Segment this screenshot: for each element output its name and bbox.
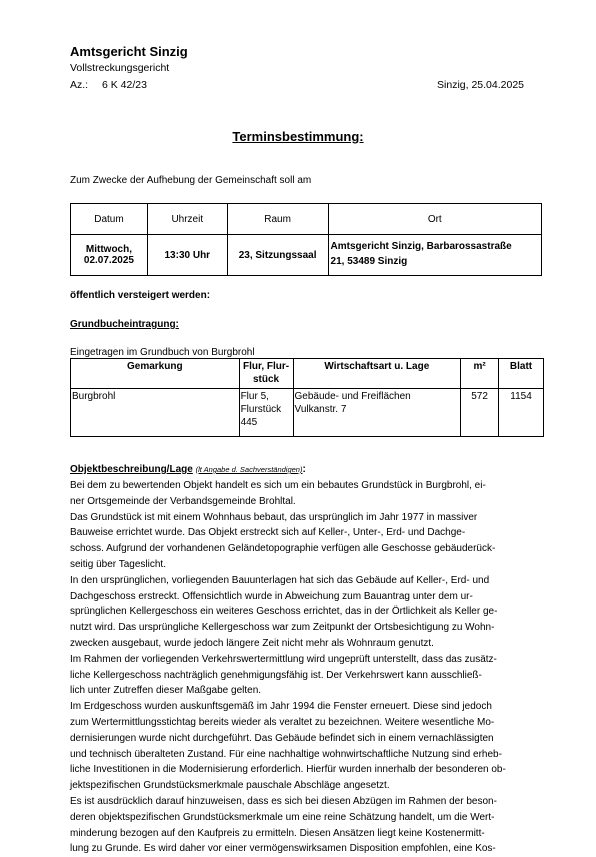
text-line: sprünglichen Kellergeschoss ein weiteres Geschoss errichtet, das in der Örtlichkeit als Keller ge- [70, 606, 498, 618]
text-line: In den ursprünglichen, vorliegenden Bauunterlagen hat sich das Gebäude auf Keller-, Erd- und [70, 574, 490, 586]
text-line: jektspezifischen Grundstücksmerkmale pauschale Abschläge angesetzt. [70, 780, 390, 792]
cell-flur [239, 389, 293, 437]
header-raum: Raum [227, 204, 328, 235]
object-description-colon: : [302, 464, 306, 475]
cell-datum [71, 235, 148, 276]
header-uhrzeit: Uhrzeit [147, 204, 227, 235]
text-line: deren objektspezifischen Grundstücksmerkmale um eine reine Schätzung handelt, um die Wert- [70, 811, 495, 823]
appointment-header-row [71, 204, 542, 235]
auction-statement: öffentlich versteigert werden: [70, 290, 211, 301]
object-description-note: (lt Angabe d. Sachverständigen) [195, 465, 303, 474]
cell-uhrzeit: 13:30 Uhr [147, 235, 227, 276]
text-line: und technisch überalteten Zustand. Für eine nachhaltige wohnwirtschaftliche Nutzung sind erheb- [70, 748, 502, 760]
court-department: Vollstreckungsgericht [70, 62, 170, 74]
place-date: Sinzig, 25.04.2025 [437, 79, 524, 91]
cell-gemarkung: Burgbrohl [71, 389, 240, 437]
object-description-text [70, 478, 544, 857]
land-register-heading: Grundbucheintragung: [70, 319, 179, 330]
text-line: zum Wertermittlungsstichtag bereits wieder als veraltet zu bezeichnen. Weitere wesentliche Mo- [70, 716, 495, 728]
text-line: schoss. Aufgrund der vorhandenen Geländetopographie verfügen alle Geschosse gebäuderück- [70, 543, 496, 555]
ort-line-2: 21, 53489 Sinzig [330, 256, 408, 267]
cell-ort [328, 235, 541, 276]
land-register-header-row [71, 359, 544, 389]
flur-line-2: Flurstück [240, 404, 282, 415]
page-title: Terminsbestimmung: [232, 129, 364, 144]
text-line: Es ist ausdrücklich darauf hinzuweisen, dass es sich bei diesen Abzügen im Rahmen der beson- [70, 795, 497, 807]
text-line: liche Kellergeschoss nachträglich genehmigungsfähig ist. Der Verkehrswert kann ausschließ- [70, 669, 482, 681]
file-number: 6 K 42/23 [102, 79, 147, 91]
text-line: liche Investitionen in die Modernisierung erforderlich. Hierfür wurden innerhalb der besonderen ob- [70, 764, 506, 776]
text-line: seitig über Tageslicht. [70, 558, 166, 570]
text-line: Das Grundstück ist mit einem Wohnhaus bebaut, das ursprünglich im Jahr 1977 in massiver [70, 511, 478, 523]
text-line: Dachgeschoss erstreckt. Offensichtlich wurde in Abweichung zum Bauantrag unter dem ur- [70, 590, 473, 602]
header-blatt: Blatt [499, 359, 544, 389]
datum-weekday: Mittwoch, [85, 244, 132, 255]
file-number-label: Az.: [70, 79, 89, 91]
text-line: nutzt wird. Das ursprüngliche Kellergeschoss war zum Zeitpunkt der Ortsbesichtigung zu Wohn- [70, 622, 495, 634]
cell-blatt: 1154 [499, 389, 544, 437]
header-ort: Ort [328, 204, 541, 235]
ort-line-1: Amtsgericht Sinzig, Barbarossastraße [330, 241, 512, 252]
intro-text: Zum Zwecke der Aufhebung der Gemeinschaft soll am [70, 175, 312, 186]
object-description-title: Objektbeschreibung/Lage [70, 464, 193, 475]
text-line: ner Ortsgemeinde der Verbandsgemeinde Brohltal. [70, 495, 296, 507]
wirtschaftsart-line-1: Gebäude- und Freiflächen [294, 391, 411, 402]
text-line: Bei dem zu bewertenden Objekt handelt es sich um ein bebautes Grundstück in Burgbrohl, ei- [70, 480, 486, 491]
land-register-intro: Eingetragen im Grundbuch von Burgbrohl [70, 347, 255, 358]
text-line: lung zu Grunde. Es wird daher vor einer vermögenswirksamen Disposition empfohlen, eine Kos- [70, 843, 496, 855]
text-line: lich unter Zutreffen dieser Maßgabe gelten. [70, 685, 262, 697]
header-m2: m² [461, 359, 499, 389]
court-name: Amtsgericht Sinzig [70, 44, 188, 59]
flur-line-3: 445 [240, 417, 258, 428]
header-gemarkung: Gemarkung [71, 359, 240, 389]
text-line: Im Erdgeschoss wurden auskunftsgemäß im Jahr 1994 die Fenster erneuert. Diese sind jedoch [70, 701, 492, 713]
text-line: Bauweise errichtet wurde. Das Objekt erstreckt sich auf Keller-, Unter-, Erd- und Dachge- [70, 527, 466, 539]
land-register-table [70, 358, 544, 437]
text-line: zwecken ausgebaut, wurde jedoch längere Zeit nicht mehr als Wohnraum genutzt. [70, 637, 434, 649]
appointment-table [70, 203, 542, 276]
header-flur-line-1: Flur, Flur- [242, 361, 290, 372]
flur-line-1: Flur 5, [240, 391, 269, 402]
wirtschaftsart-line-2: Vulkanstr. 7 [294, 404, 347, 415]
cell-m2: 572 [461, 389, 499, 437]
text-line: Im Rahmen der vorliegenden Verkehrswertermittlung wird ungeprüft unterstellt, dass das zusätz- [70, 653, 497, 665]
cell-wirtschaftsart [293, 389, 461, 437]
datum-date: 02.07.2025 [83, 255, 134, 266]
header-wirtschaftsart: Wirtschaftsart u. Lage [293, 359, 461, 389]
cell-raum: 23, Sitzungssaal [227, 235, 328, 276]
text-line: dernisierungen wurde nicht durchgeführt. Das Gebäude befindet sich in einem vernachlässigten [70, 732, 494, 744]
land-register-row [71, 389, 544, 437]
object-description-heading [70, 464, 306, 475]
header-datum: Datum [71, 204, 148, 235]
header-flur-line-2: stück [252, 374, 280, 385]
text-line: minderung bezogen auf den Kaufpreis zu ermitteln. Diesen Ansätzen liegt keine Kostenermitt- [70, 827, 485, 839]
appointment-row [71, 235, 542, 276]
header-flur [239, 359, 293, 389]
